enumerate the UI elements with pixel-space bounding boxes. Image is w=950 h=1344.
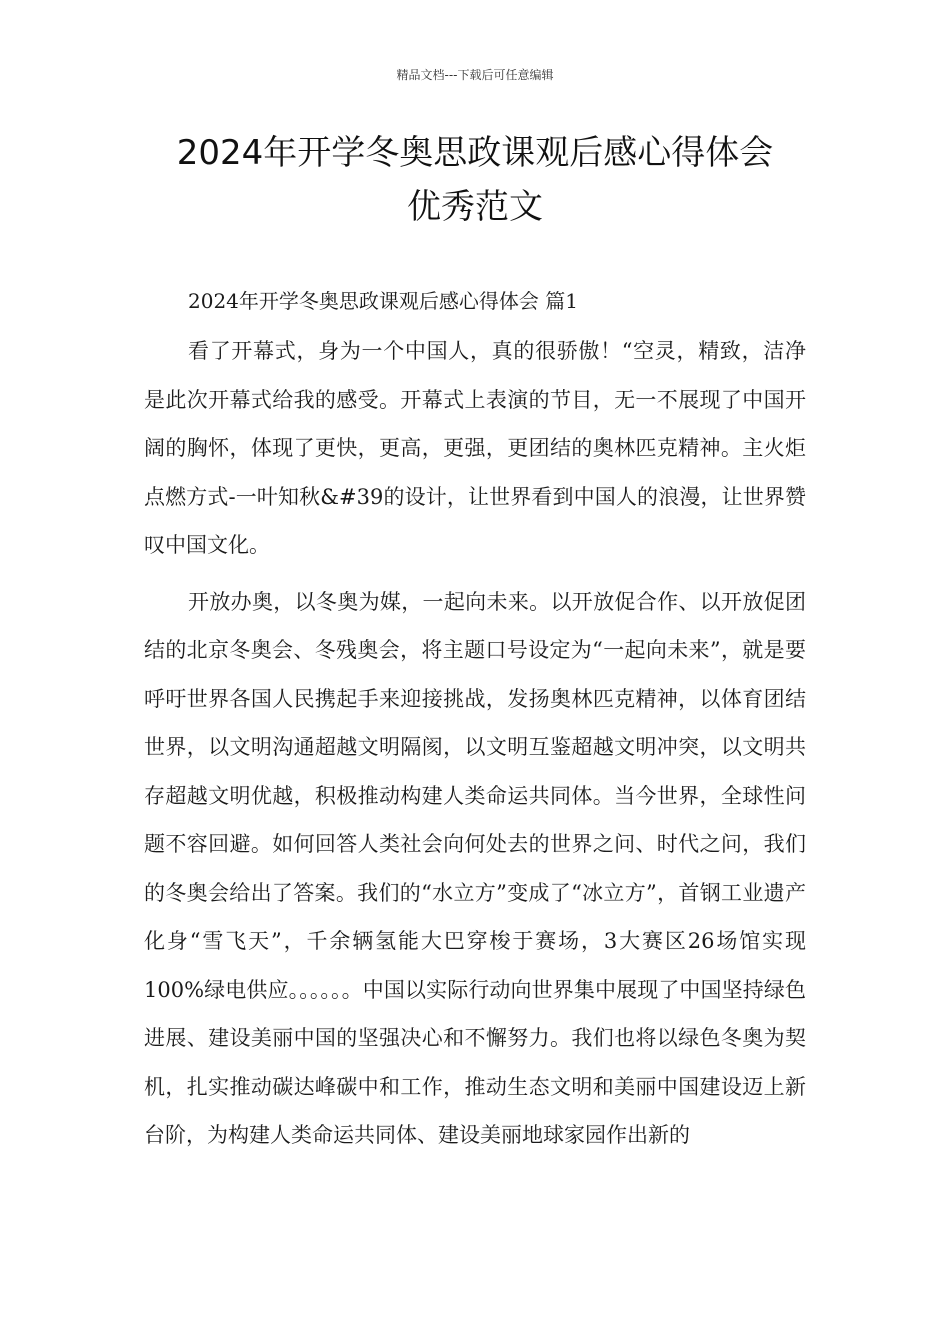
title-line-1: 2024年开学冬奥思政课观后感心得体会: [176, 133, 774, 173]
paragraph-1: 看了开幕式，身为一个中国人，真的很骄傲！“空灵，精致，洁净是此次开幕式给我的感受。开幕式上表演的节目，无一不展现了中国开阔的胸怀，体现了更快，更高，更强，更团结的奥林匹克精神。主火炬点燃方式-一叶知秋&#39的设计，让世界看到中国人的浪漫，让世界赞叹中国文化。: [144, 339, 806, 557]
header-note: 精品文档---下载后可任意编辑: [396, 68, 554, 82]
document-title: [100, 126, 850, 234]
title-line-2: 优秀范文: [407, 187, 543, 227]
section-heading: 2024年开学冬奥思政课观后感心得体会 篇1: [188, 289, 578, 313]
document-body: [144, 282, 806, 1168]
paragraph-2: 开放办奥，以冬奥为媒，一起向未来。以开放促合作、以开放促团结的北京冬奥会、冬残奥会，将主题口号设定为“一起向未来”，就是要呼吁世界各国人民携起手来迎接挑战，发扬奥林匹克精神，以体育团结世界，以文明沟通超越文明隔阂，以文明互鉴超越文明冲突，以文明共存超越文明优越，积极推动构建人类命运共同体。当今世界，全球性问题不容回避。如何回答人类社会向何处去的世界之问、时代之问，我们的冬奥会给出了答案。我们的“水立方”变成了“冰立方”，首钢工业遗产化身“雪飞天”，千余辆氢能大巴穿梭于赛场，3大赛区26场馆实现100%绿电供应。。。。。。中国以实际行动向世界集中展现了中国坚持绿色进展、建设美丽中国的坚强决心和不懈努力。我们也将以绿色冬奥为契机，扎实推动碳达峰碳中和工作，推动生态文明和美丽中国建设迈上新台阶，为构建人类命运共同体、建设美丽地球家园作出新的: [144, 589, 806, 1147]
